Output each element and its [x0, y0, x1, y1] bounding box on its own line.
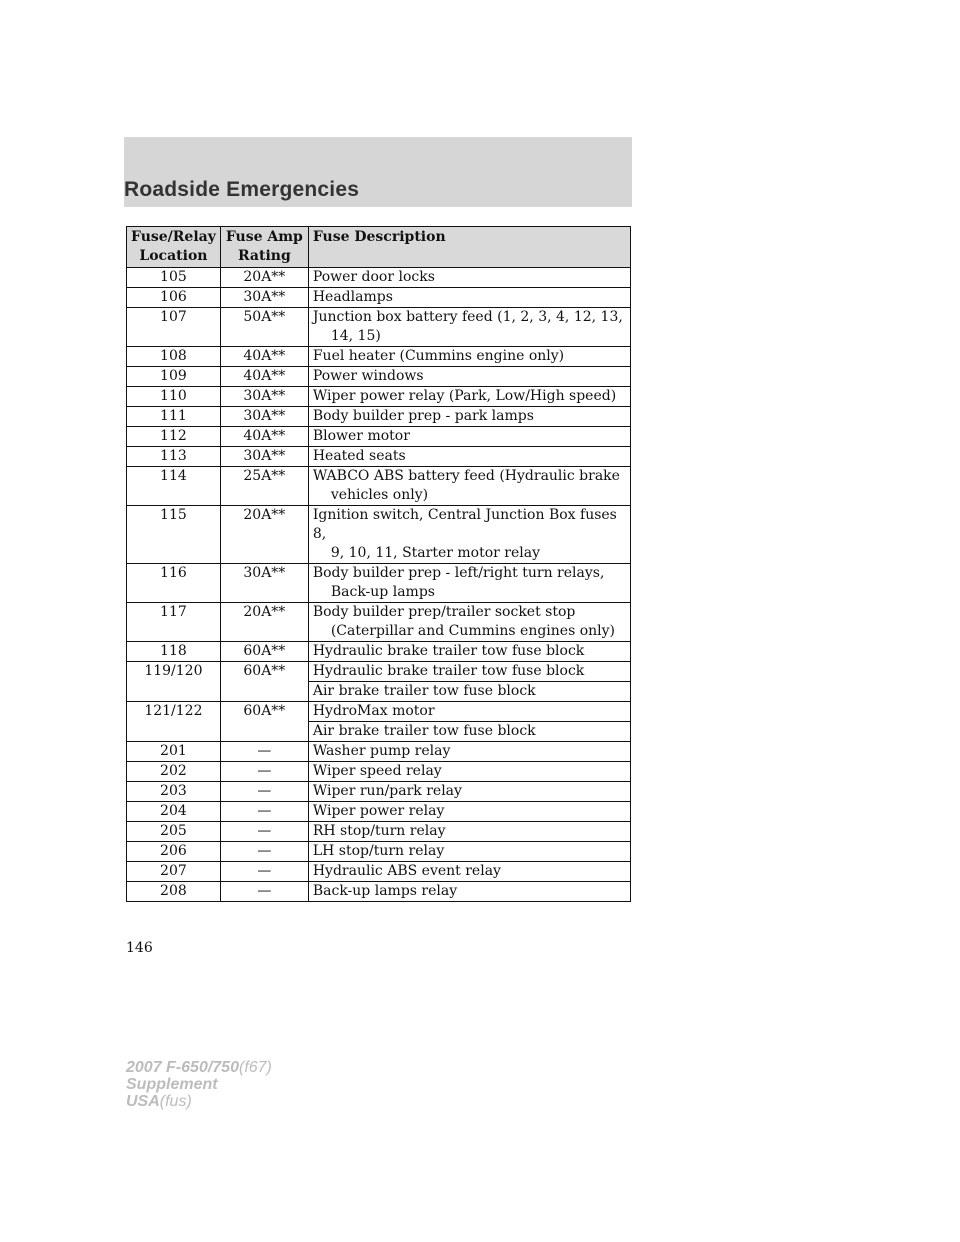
- cell-amp-rating: 20A**: [220, 268, 308, 288]
- table-row: [127, 288, 631, 308]
- description-line: Wiper power relay (Park, Low/High speed): [312, 388, 617, 404]
- cell-amp-rating: 30A**: [220, 407, 308, 427]
- footer-model-code: (f67): [238, 1059, 272, 1076]
- section-title: Roadside Emergencies: [124, 178, 360, 201]
- cell-amp-rating: —: [220, 822, 308, 842]
- description-line: Body builder prep - park lamps: [312, 408, 534, 424]
- description-line: Hydraulic ABS event relay: [312, 863, 501, 879]
- cell-location: 202: [127, 762, 221, 782]
- description-line: Junction box battery feed (1, 2, 3, 4, 12, 13,: [312, 309, 623, 325]
- table-row: [127, 268, 631, 288]
- cell-description: [308, 268, 630, 288]
- cell-amp-rating: —: [220, 742, 308, 762]
- cell-amp-rating: —: [220, 862, 308, 882]
- cell-description: [308, 288, 630, 308]
- table-row: [127, 742, 631, 762]
- description-line: Back-up lamps relay: [312, 883, 458, 899]
- cell-location: 204: [127, 802, 221, 822]
- cell-amp-rating: —: [220, 882, 308, 902]
- header-location: Fuse/Relay Location: [127, 227, 221, 268]
- cell-amp-rating: 20A**: [220, 603, 308, 642]
- cell-location: 203: [127, 782, 221, 802]
- fuse-table-body: [127, 268, 631, 902]
- description-line: Body builder prep/trailer socket stop: [312, 604, 576, 620]
- table-row: [127, 603, 631, 642]
- cell-location: 107: [127, 308, 221, 347]
- cell-amp-rating: —: [220, 802, 308, 822]
- description-line: 9, 10, 11, Starter motor relay: [330, 545, 541, 561]
- table-row: [127, 642, 631, 662]
- description-line: Heated seats: [312, 448, 406, 464]
- cell-description: [308, 387, 630, 407]
- cell-description: [308, 308, 630, 347]
- cell-location: 206: [127, 842, 221, 862]
- cell-location: 111: [127, 407, 221, 427]
- table-row: [127, 308, 631, 347]
- cell-amp-rating: 50A**: [220, 308, 308, 347]
- cell-description: [308, 407, 630, 427]
- cell-amp-rating: 40A**: [220, 367, 308, 387]
- table-row: [127, 802, 631, 822]
- cell-location: 205: [127, 822, 221, 842]
- footer-model: 2007 F-650/750: [126, 1059, 239, 1076]
- cell-description: [308, 882, 630, 902]
- table-row: [127, 862, 631, 882]
- page-number: 146: [126, 940, 153, 956]
- cell-description: [308, 862, 630, 882]
- cell-description: [308, 367, 630, 387]
- description-line: 14, 15): [330, 328, 381, 344]
- table-row: [127, 564, 631, 603]
- footer-doc-type: Supplement: [126, 1076, 218, 1093]
- table-header-row: [127, 227, 631, 268]
- description-line: Body builder prep - left/right turn relays,: [312, 565, 605, 581]
- cell-amp-rating: 20A**: [220, 506, 308, 564]
- table-row: [127, 427, 631, 447]
- description-line: Hydraulic brake trailer tow fuse block: [312, 663, 585, 679]
- cell-location: 116: [127, 564, 221, 603]
- cell-description: [308, 427, 630, 447]
- cell-amp-rating: —: [220, 842, 308, 862]
- description-line: Air brake trailer tow fuse block: [312, 683, 536, 699]
- cell-amp-rating: 60A**: [220, 702, 308, 742]
- table-row: [127, 822, 631, 842]
- header-amp-rating: Fuse Amp Rating: [220, 227, 308, 268]
- footer: [126, 1059, 272, 1110]
- cell-location: 118: [127, 642, 221, 662]
- cell-location: 121/122: [127, 702, 221, 742]
- cell-description: [308, 506, 630, 564]
- cell-description: [308, 662, 630, 682]
- cell-location: 115: [127, 506, 221, 564]
- description-line: Wiper power relay: [312, 803, 445, 819]
- cell-amp-rating: 25A**: [220, 467, 308, 506]
- cell-location: 106: [127, 288, 221, 308]
- table-row: [127, 702, 631, 722]
- cell-description: [308, 603, 630, 642]
- header-description: Fuse Description: [308, 227, 630, 268]
- cell-description: [308, 642, 630, 662]
- cell-amp-rating: —: [220, 782, 308, 802]
- description-line: LH stop/turn relay: [312, 843, 445, 859]
- cell-location: 105: [127, 268, 221, 288]
- cell-amp-rating: —: [220, 762, 308, 782]
- table-row: [127, 367, 631, 387]
- description-line: Wiper speed relay: [312, 763, 442, 779]
- cell-location: 112: [127, 427, 221, 447]
- description-line: Fuel heater (Cummins engine only): [312, 348, 565, 364]
- footer-market: USA: [126, 1093, 160, 1110]
- fuse-table: [126, 226, 631, 902]
- cell-amp-rating: 30A**: [220, 387, 308, 407]
- cell-description: [308, 467, 630, 506]
- cell-description: [308, 722, 630, 742]
- table-row: [127, 662, 631, 682]
- cell-location: 113: [127, 447, 221, 467]
- description-line: Washer pump relay: [312, 743, 451, 759]
- description-line: RH stop/turn relay: [312, 823, 446, 839]
- cell-description: [308, 447, 630, 467]
- table-row: [127, 387, 631, 407]
- description-line: Power windows: [312, 368, 424, 384]
- description-line: Headlamps: [312, 289, 393, 305]
- cell-description: [308, 742, 630, 762]
- table-row: [127, 882, 631, 902]
- cell-amp-rating: 40A**: [220, 347, 308, 367]
- cell-description: [308, 347, 630, 367]
- description-line: vehicles only): [330, 487, 429, 503]
- cell-description: [308, 702, 630, 722]
- cell-location: 201: [127, 742, 221, 762]
- cell-amp-rating: 30A**: [220, 288, 308, 308]
- description-line: Air brake trailer tow fuse block: [312, 723, 536, 739]
- cell-location: 109: [127, 367, 221, 387]
- table-row: [127, 347, 631, 367]
- table-row: [127, 762, 631, 782]
- cell-description: [308, 842, 630, 862]
- cell-description: [308, 762, 630, 782]
- cell-description: [308, 564, 630, 603]
- cell-location: 114: [127, 467, 221, 506]
- description-line: Ignition switch, Central Junction Box fuses 8,: [312, 507, 617, 542]
- cell-description: [308, 822, 630, 842]
- description-line: Power door locks: [312, 269, 435, 285]
- description-line: Blower motor: [312, 428, 410, 444]
- footer-market-code: (fus): [159, 1093, 192, 1110]
- table-row: [127, 506, 631, 564]
- cell-description: [308, 682, 630, 702]
- cell-description: [308, 782, 630, 802]
- description-line: Wiper run/park relay: [312, 783, 462, 799]
- cell-amp-rating: 60A**: [220, 662, 308, 702]
- description-line: (Caterpillar and Cummins engines only): [330, 623, 616, 639]
- description-line: Back-up lamps: [330, 584, 435, 600]
- table-row: [127, 407, 631, 427]
- cell-amp-rating: 60A**: [220, 642, 308, 662]
- cell-location: 208: [127, 882, 221, 902]
- description-line: HydroMax motor: [312, 703, 435, 719]
- cell-location: 117: [127, 603, 221, 642]
- table-row: [127, 447, 631, 467]
- cell-amp-rating: 30A**: [220, 447, 308, 467]
- description-line: Hydraulic brake trailer tow fuse block: [312, 643, 585, 659]
- table-row: [127, 782, 631, 802]
- cell-location: 110: [127, 387, 221, 407]
- cell-location: 207: [127, 862, 221, 882]
- cell-amp-rating: 30A**: [220, 564, 308, 603]
- cell-location: 108: [127, 347, 221, 367]
- description-line: WABCO ABS battery feed (Hydraulic brake: [312, 468, 620, 484]
- cell-amp-rating: 40A**: [220, 427, 308, 447]
- table-row: [127, 467, 631, 506]
- cell-description: [308, 802, 630, 822]
- table-row: [127, 842, 631, 862]
- cell-location: 119/120: [127, 662, 221, 702]
